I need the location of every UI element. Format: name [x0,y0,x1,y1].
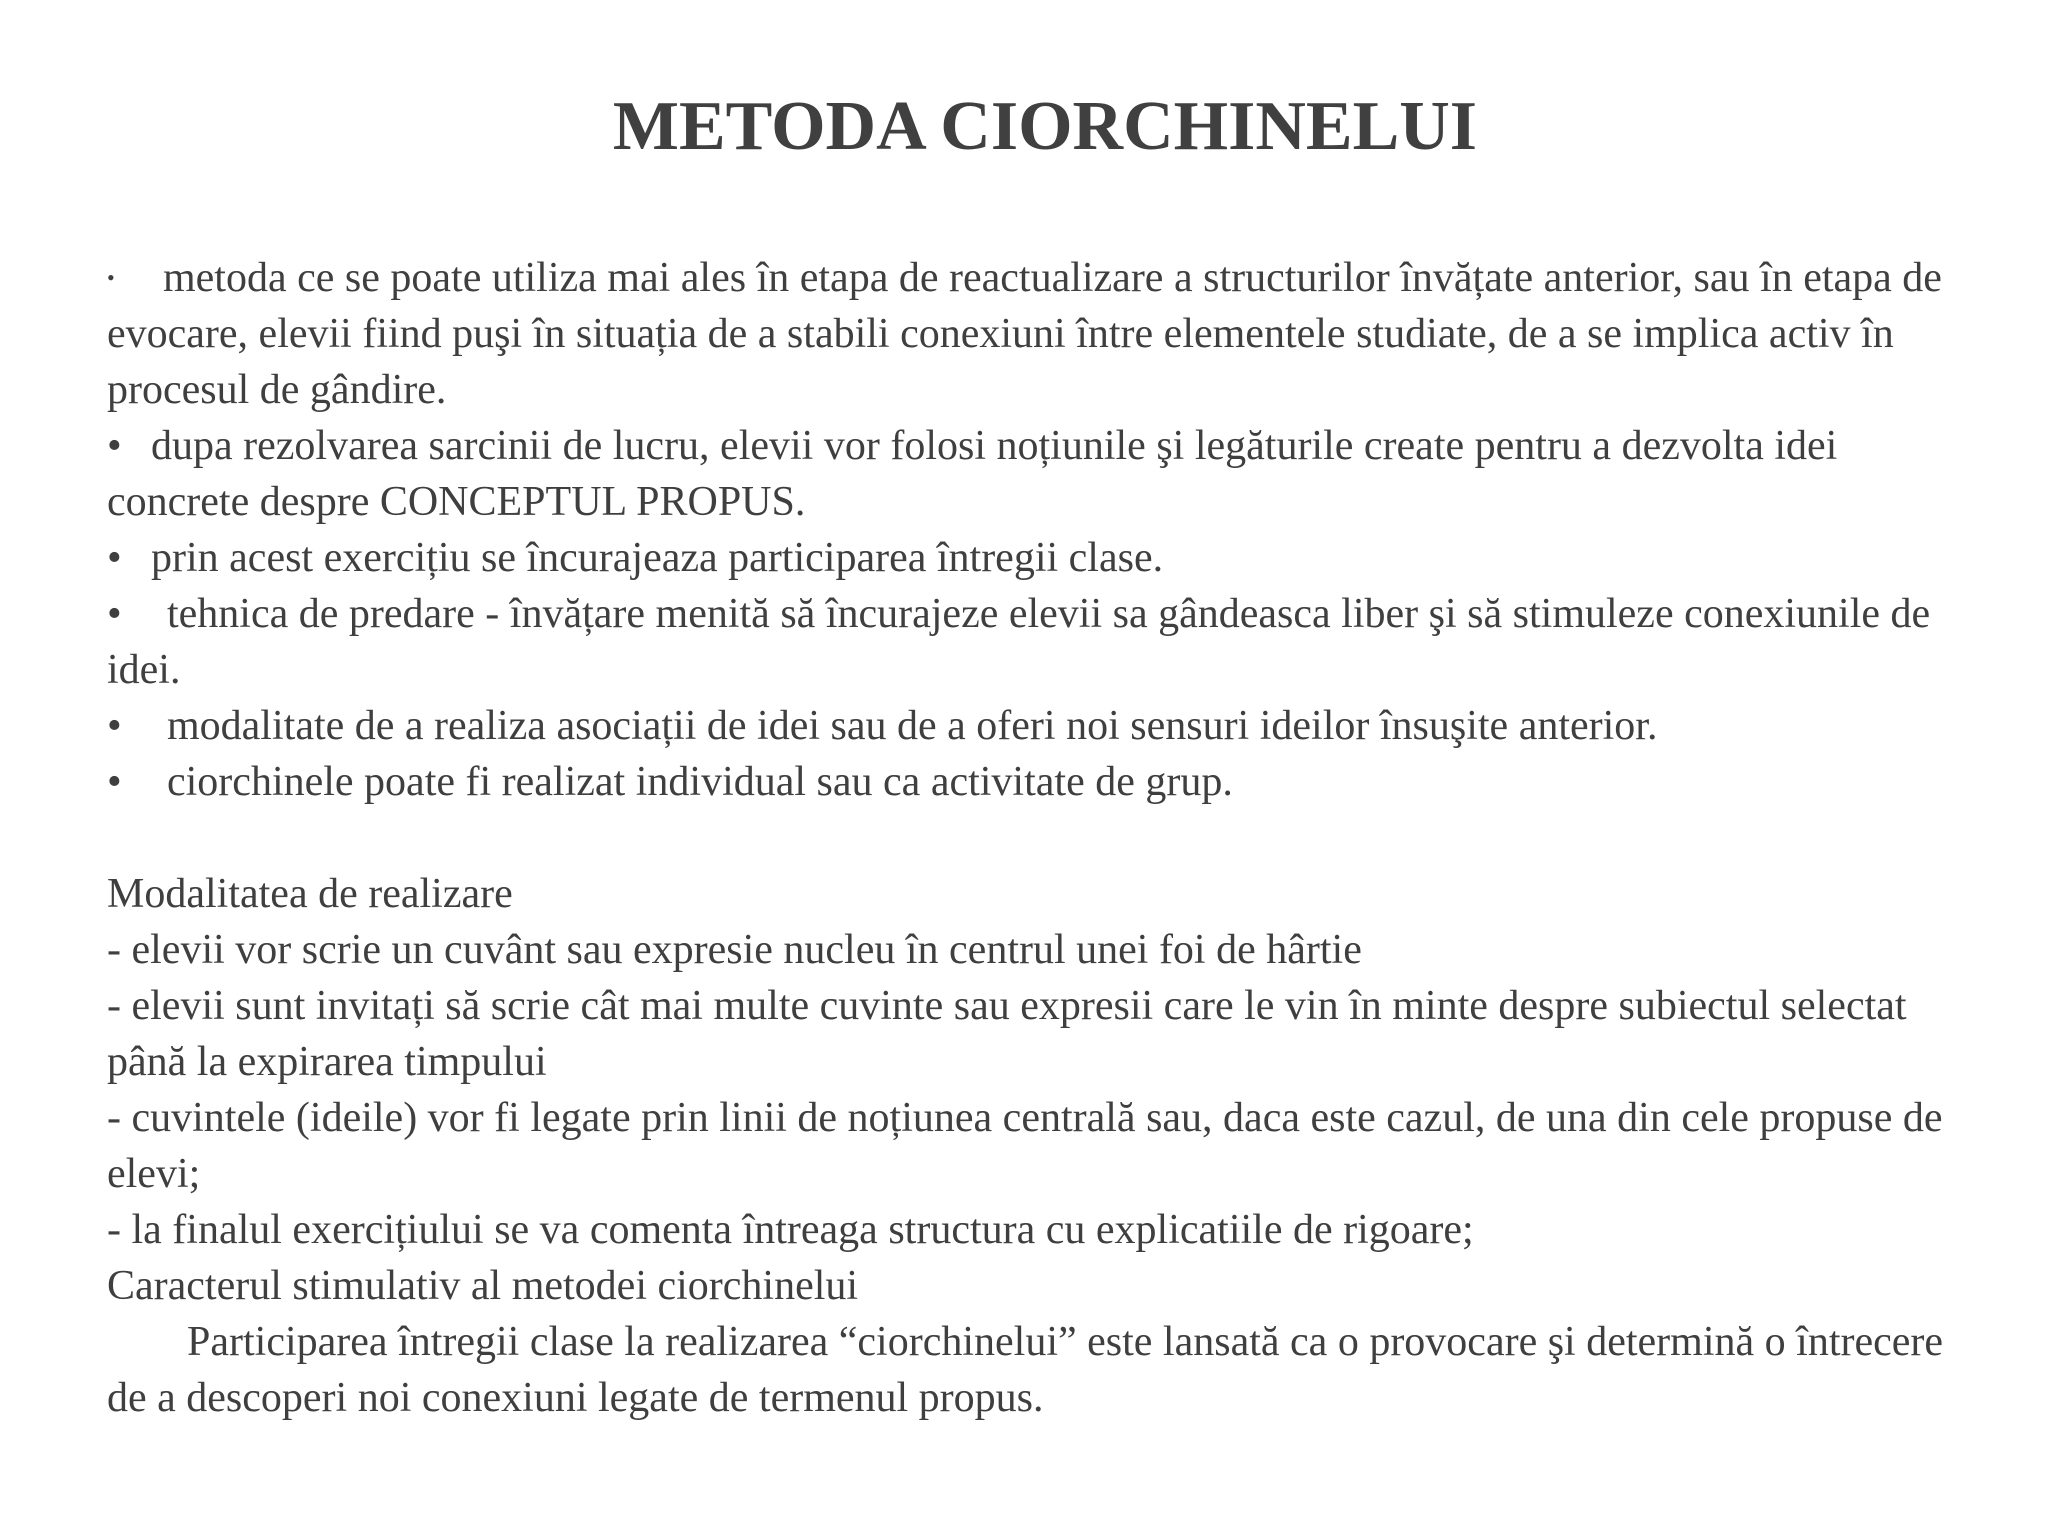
step-line: - elevii vor scrie un cuvânt sau expresie nucleu în centrul unei foi de hârtie [107,927,1362,973]
bullet-text: ciorchinele poate fi realizat individual sau ca activitate de grup. [167,759,1233,805]
bullet-marker: • [107,703,122,749]
bullet-marker: • [107,535,122,581]
subheading: Caracterul stimulativ al metodei ciorchinelui [107,1263,859,1309]
bullet-item [107,698,1987,754]
bullet-text: metoda ce se poate utiliza mai ales în etapa de reactualizare a structurilor învățate anterior, sau în etapa de evocare, elevii fiind puşi în situația de a stabili conexiuni între elementele studiate, de a se implica activ în procesul de gândire. [107,255,1942,413]
bullet-marker: • [107,265,115,290]
slide-body [107,250,1987,1426]
closing-paragraph [107,1314,1987,1426]
bullet-text: dupa rezolvarea sarcinii de lucru, elevii vor folosi noțiunile şi legăturile create pentru a dezvolta idei concrete despre CONCEPTUL PROPUS. [107,423,1838,525]
bullet-item [107,418,1987,530]
section-heading: Modalitatea de realizare [107,871,513,917]
slide-title: METODA CIORCHINELUI [612,88,1478,165]
bullet-marker: • [107,759,122,805]
bullet-text: modalitate de a realiza asociații de idei sau de a oferi noi sensuri ideilor însuşite anterior. [167,703,1658,749]
step-line: - la finalul exercițiului se va comenta întreaga structura cu explicatiile de rigoare; [107,1207,1474,1253]
bullet-text: prin acest exercițiu se încurajeaza participarea întregii clase. [151,535,1164,581]
closing-paragraph-text: Participarea întregii clase la realizarea “ciorchinelui” este lansată ca o provocare şi determină o întrecere de a descoperi noi conexiuni legate de termenul propus. [107,1319,1944,1421]
bullet-marker: • [107,591,122,637]
bullet-text: tehnica de predare - învățare menită să încurajeze elevii sa gândeasca liber şi să stimuleze conexiunile de idei. [107,591,1931,693]
bullet-item [107,754,1987,810]
bullet-item [107,250,1987,418]
bullet-marker: • [107,423,122,469]
step-line: - cuvintele (ideile) vor fi legate prin linii de noțiunea centrală sau, daca este cazul, de una din cele propuse de elevi; [107,1095,1943,1197]
bullet-item [107,586,1987,698]
bullet-item [107,530,1987,586]
step-line: - elevii sunt invitați să scrie cât mai multe cuvinte sau expresii care le vin în minte despre subiectul selectat până la expirarea timpului [107,983,1907,1085]
spacer [107,810,1987,866]
